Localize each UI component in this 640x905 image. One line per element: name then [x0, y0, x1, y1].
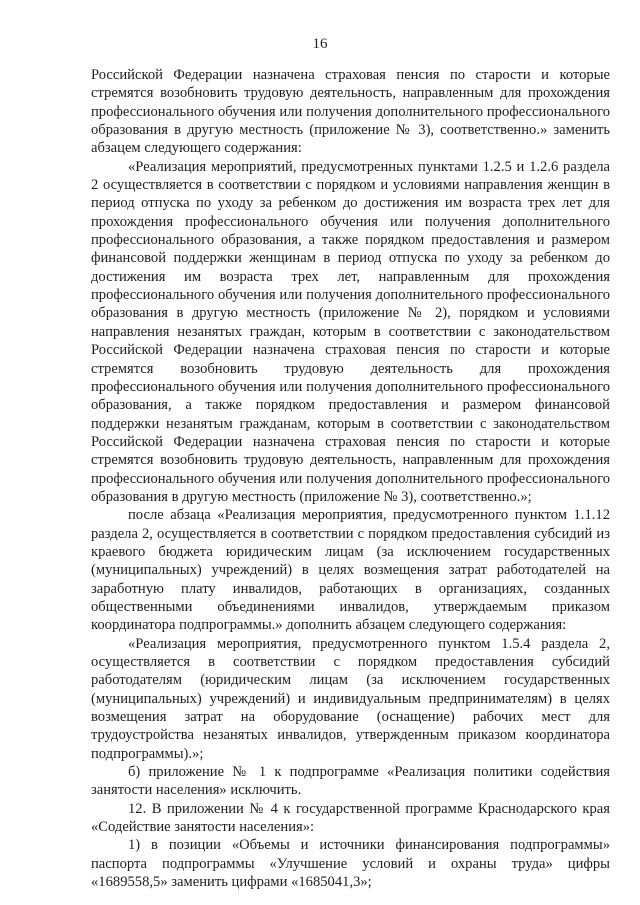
paragraph: «Реализация мероприятий, предусмотренных пунктами 1.2.5 и 1.2.6 раздела 2 осуществляется в соответствии с порядком и условиями направления женщин в период отпуска по уходу за ребенком до достижения им возраста трех лет для прохождения профессионального обучения или получения дополнительного профессионального образования, а также порядком предоставления и размером финансовой поддержки женщинам в период отпуска по уходу за ребенком до достижения им возраста трех лет, направленным для прохождения профессионального обучения или получения дополнительного профессионального образования в другую местность (приложение № 2), порядком и условиями направления незанятых граждан, которым в соответствии с законодательством Российской Федерации назначена страховая пенсия по старости и которые стремятся возобновить трудовую деятельность для прохождения профессионального обучения или получения дополнительного профессионального образования, а также порядком предоставления и размером финансовой поддержки незанятым гражданам, которым в соответствии с законодательством Российской Федерации назначена страховая пенсия по старости и которые стремятся возобновить трудовую деятельность, направленным для прохождения профессионального обучения или получения дополнительного профессионального образования в другую местность (приложение № 3), соответственно.»; [91, 158, 610, 505]
paragraph: 1) в позиции «Объемы и источники финансирования подпрограммы» паспорта подпрограммы «Улучшение условий и охраны труда» цифры «1689558,5» заменить цифрами «1685041,3»; [91, 837, 610, 891]
paragraph: 12. В приложении № 4 к государственной программе Краснодарского края «Содействие занятости населения»: [91, 800, 610, 836]
paragraph: б) приложение № 1 к подпрограмме «Реализация политики содействия занятости населения» исключить. [91, 764, 610, 799]
paragraph: после абзаца «Реализация мероприятия, предусмотренного пунктом 1.1.12 раздела 2, осуществляется в соответствии с порядком предоставления субсидий из краевого бюджета юридическим лицам (за исключением государственных (муниципальных) учреждений) в целях возмещения затрат работодателей на заработную плату инвалидов, работающих в организациях, созданных общественными объединениями инвалидов, утверждаемым приказом координатора подпрограммы.» дополнить абзацем следующего содержания: [91, 507, 610, 634]
page-number: 16 [312, 36, 328, 52]
paragraph: Российской Федерации назначена страховая пенсия по старости и которые стремятся возобновить трудовую деятельность, направленным для прохождения профессионального обучения или получения дополнительного профессионального образования в другую местность (приложение № 3), соответственно.» заменить абзацем следующего содержания: [91, 67, 610, 157]
document-body [91, 66, 610, 891]
paragraph: «Реализация мероприятия, предусмотренного пунктом 1.5.4 раздела 2, осуществляется в соответствии с порядком предоставления субсидий работодателям (юридическим лицам (за исключением государственных (муниципальных) учреждений) и индивидуальным предпринимателям) в целях возмещения затрат на оборудование (оснащение) рабочих мест для трудоустройства незанятых инвалидов, утвержденным приказом координатора подпрограммы).»; [91, 635, 610, 762]
